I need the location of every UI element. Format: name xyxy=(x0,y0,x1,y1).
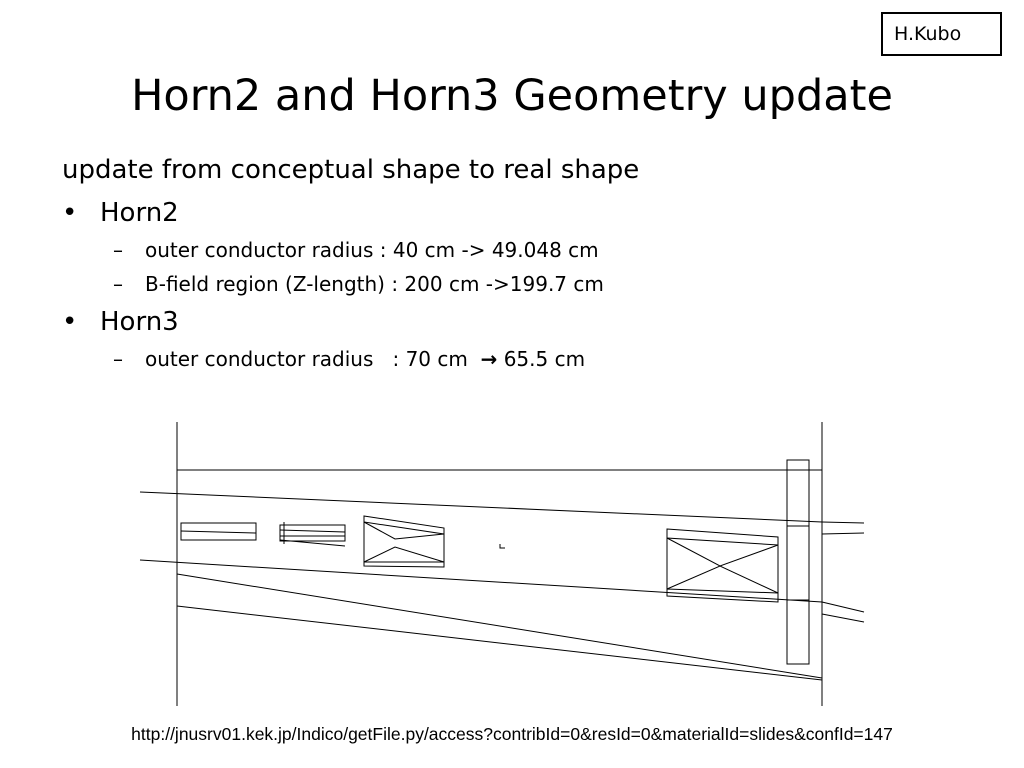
origin-marker xyxy=(500,544,505,548)
intro-text: update from conceptual shape to real shape xyxy=(62,155,640,185)
bullet-symbol: • xyxy=(62,307,78,337)
horn3-heading: Horn3 xyxy=(100,307,179,337)
horn3-item-text: outer conductor radius : 70 cm xyxy=(145,347,481,371)
horn2-item xyxy=(113,236,599,264)
horn3-outline xyxy=(667,529,778,602)
beam-window-column xyxy=(787,460,809,664)
dash-symbol: – xyxy=(113,238,123,262)
horn2-outline xyxy=(364,516,444,567)
arrow-icon: → xyxy=(480,347,498,371)
horn2-item-text: B-field region (Z-length) : 200 cm ->199.7 cm xyxy=(145,272,604,296)
author-box xyxy=(881,12,1002,56)
horn3-item-value: 65.5 cm xyxy=(497,347,586,371)
author-name: H.Kubo xyxy=(894,23,962,45)
target-block xyxy=(181,523,256,540)
dash-symbol: – xyxy=(113,347,123,371)
horn-geometry-drawing xyxy=(0,410,1024,710)
bullet-symbol: • xyxy=(62,198,78,228)
horn2-heading: Horn2 xyxy=(100,198,179,228)
page-title: Horn2 and Horn3 Geometry update xyxy=(131,71,893,121)
bullet-horn2 xyxy=(62,195,179,231)
dash-symbol: – xyxy=(113,272,123,296)
source-url-link[interactable]: http://jnusrv01.kek.jp/Indico/getFile.py/access?contribId=0&resId=0&materialId=slides&confId=147 xyxy=(131,724,893,744)
bullet-horn3 xyxy=(62,304,179,340)
horn2-item xyxy=(113,270,604,298)
horn1-outline xyxy=(280,522,345,546)
decay-volume-lines xyxy=(140,492,864,680)
horn3-item xyxy=(113,345,585,373)
horn2-item-text: outer conductor radius : 40 cm -> 49.048 cm xyxy=(145,238,599,262)
